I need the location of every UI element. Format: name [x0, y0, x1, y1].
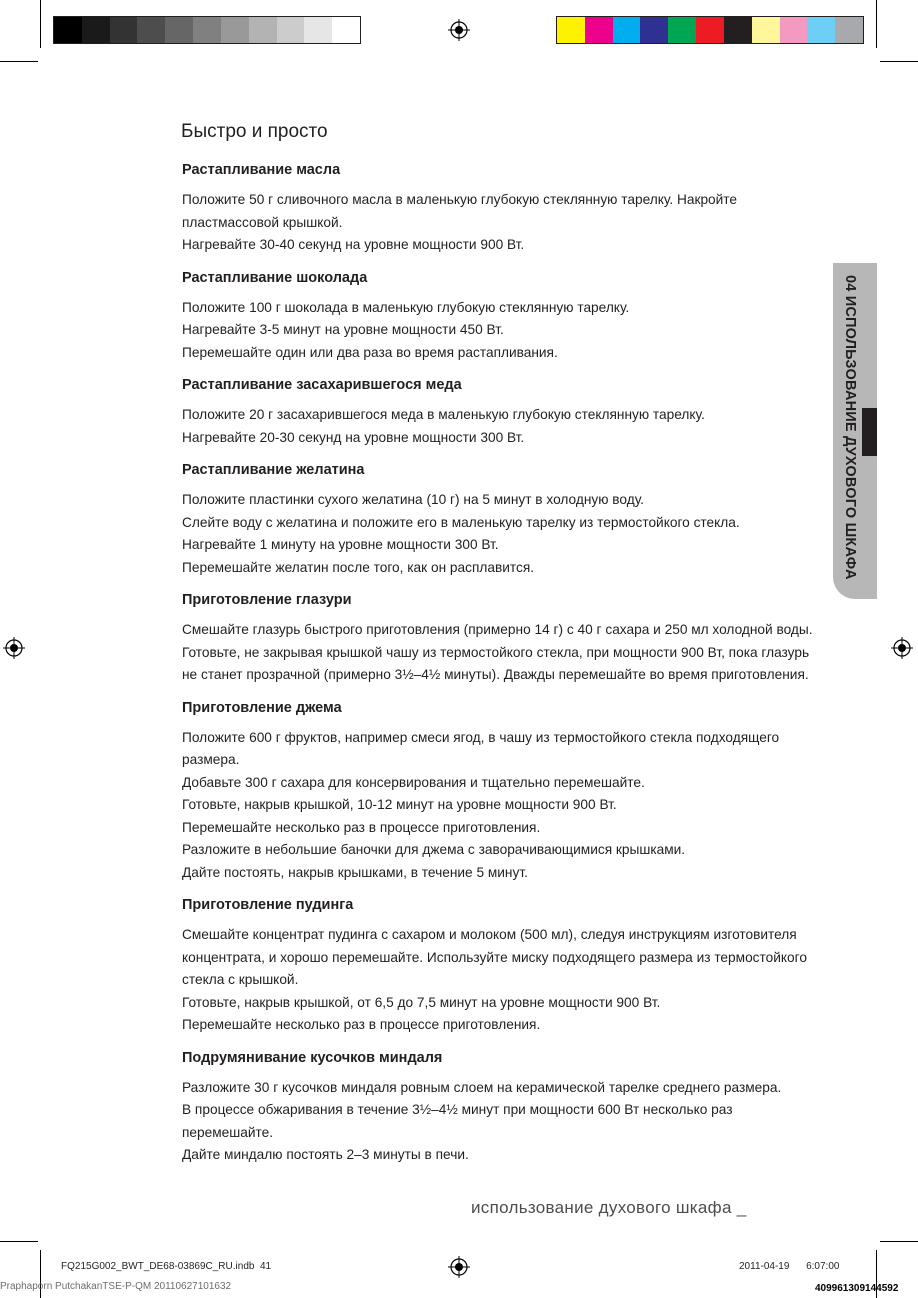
recipe-section — [182, 460, 822, 579]
gray-swatch — [110, 17, 138, 43]
section-heading: Приготовление глазури — [182, 592, 352, 608]
crop-mark — [0, 61, 38, 62]
instruction-line: Нагревайте 30-40 секунд на уровне мощности 900 Вт. — [182, 237, 525, 252]
registration-mark-icon — [3, 637, 25, 659]
instruction-line: Слейте воду с желатина и положите его в маленькую тарелку из термостойкого стекла. — [182, 514, 740, 530]
instruction-line: Положите пластинки сухого желатина (10 г) на 5 минут в холодную воду. — [182, 492, 644, 507]
instruction-line: Добавьте 300 г сахара для консервирования и тщательно перемешайте. — [182, 774, 645, 790]
recipe-section — [182, 698, 822, 885]
gray-swatch — [137, 17, 165, 43]
gray-swatch — [54, 17, 82, 43]
color-swatch — [835, 17, 863, 43]
recipe-section — [182, 895, 822, 1037]
document-body — [182, 160, 822, 1178]
page-title: Быстро и просто — [181, 121, 328, 142]
instruction-line: Перемешайте желатин после того, как он расплавится. — [182, 559, 535, 575]
crop-mark — [880, 1241, 918, 1242]
slug-code: 409961309144592 — [815, 1283, 899, 1294]
instruction-line: Смешайте глазурь быстрого приготовления (примерно 14 г) с 40 г сахара и 250 мл холодной воды. — [182, 622, 813, 637]
slug-datetime — [739, 1261, 839, 1272]
color-swatch — [780, 17, 808, 43]
section-heading: Растапливание желатина — [182, 462, 365, 478]
registration-mark-icon — [448, 1256, 470, 1278]
recipe-section — [182, 268, 822, 365]
gray-swatch — [277, 17, 305, 43]
color-swatch — [752, 17, 780, 43]
slug-time: 6:07:00 — [806, 1261, 840, 1272]
color-swatch — [557, 17, 585, 43]
instruction-line: Перемешайте один или два раза во время растапливания. — [182, 344, 558, 360]
recipe-section — [182, 1048, 822, 1167]
instruction-line: Нагревайте 3-5 минут на уровне мощности 450 Вт. — [182, 322, 504, 337]
color-swatch — [696, 17, 724, 43]
section-heading: Приготовление джема — [182, 699, 342, 716]
color-swatch — [585, 17, 613, 43]
section-heading: Растапливание засахарившегося меда — [182, 377, 462, 393]
color-swatch — [724, 17, 752, 43]
chapter-tab-label: 04 ИСПОЛЬЗОВАНИЕ ДУХОВОГО ШКАФА — [842, 275, 858, 580]
recipe-section — [182, 160, 822, 257]
instruction-line: Положите 20 г засахарившегося меда в маленькую глубокую стеклянную тарелку. — [182, 407, 705, 422]
recipe-section — [182, 375, 822, 449]
chapter-tab-marker — [862, 408, 877, 456]
slug-page: 41 — [260, 1261, 272, 1272]
gray-swatch — [221, 17, 249, 43]
section-heading: Растапливание шоколада — [182, 269, 368, 286]
gray-swatch — [82, 17, 110, 43]
instruction-line: Дайте миндалю постоять 2–3 минуты в печи. — [182, 1147, 469, 1162]
slug-file — [61, 1261, 271, 1272]
color-calibration-bar — [556, 16, 864, 44]
instruction-line: Перемешайте несколько раз в процессе приготовления. — [182, 1017, 541, 1032]
registration-mark-icon — [891, 637, 913, 659]
gray-swatch — [193, 17, 221, 43]
color-swatch — [613, 17, 641, 43]
gray-swatch — [165, 17, 193, 43]
instruction-line: В процессе обжаривания в течение 3½–4½ минут при мощности 600 Вт несколько раз перемешайте. — [182, 1102, 733, 1140]
color-swatch — [668, 17, 696, 43]
color-swatch — [807, 17, 835, 43]
registration-mark-icon — [448, 19, 470, 41]
slug-operator: Praphaporn PutchakanTSE-P-QM 20110627101632 — [0, 1281, 232, 1292]
instruction-line: Положите 100 г шоколада в маленькую глубокую стеклянную тарелку. — [182, 299, 630, 315]
instruction-line: Дайте постоять, накрыв крышками, в течение 5 минут. — [182, 864, 528, 880]
gray-swatch — [332, 17, 360, 43]
gray-swatch — [249, 17, 277, 43]
instruction-line: Готовьте, накрыв крышкой, от 6,5 до 7,5 минут на уровне мощности 900 Вт. — [182, 994, 661, 1010]
instruction-line: Готовьте, не закрывая крышкой чашу из термостойкого стекла, при мощности 900 Вт, пока глазурь не станет прозрачной (примерно 3½–4½ минуты). Дважды перемешайте во время приготовления. — [182, 644, 810, 682]
instruction-line: Положите 600 г фруктов, например смеси ягод, в чашу из термостойкого стекла подходящего размера. — [182, 729, 780, 767]
instruction-line: Разложите 30 г кусочков миндаля ровным слоем на керамической тарелке среднего размера. — [182, 1079, 782, 1095]
section-heading: Растапливание масла — [182, 162, 341, 178]
instruction-line: Перемешайте несколько раз в процессе приготовления. — [182, 819, 541, 835]
instruction-line: Нагревайте 20-30 секунд на уровне мощности 300 Вт. — [182, 429, 525, 445]
recipe-section — [182, 590, 822, 687]
instruction-line: Готовьте, накрыв крышкой, 10-12 минут на уровне мощности 900 Вт. — [182, 797, 617, 812]
instruction-line: Разложите в небольшие баночки для джема с заворачивающимися крышками. — [182, 842, 686, 857]
color-swatch — [640, 17, 668, 43]
footer-title: использование духового шкафа _ — [471, 1198, 747, 1217]
crop-mark — [0, 1241, 38, 1242]
instruction-line: Смешайте концентрат пудинга с сахаром и молоком (500 мл), следуя инструкциям изготовителя концентрата, и хорошо перемешайте. Используйте миску подходящего размера из термостойкого стекла с крышкой. — [182, 927, 807, 987]
crop-mark — [876, 0, 877, 48]
crop-mark — [880, 61, 918, 62]
section-heading: Приготовление пудинга — [182, 897, 354, 913]
grayscale-calibration-bar — [53, 16, 361, 44]
slug-filename: FQ215G002_BWT_DE68-03869C_RU.indb — [61, 1261, 255, 1272]
crop-mark — [40, 0, 41, 48]
instruction-line: Положите 50 г сливочного масла в маленькую глубокую стеклянную тарелку. Накройте пластмассовой крышкой. — [182, 192, 738, 230]
section-heading: Подрумянивание кусочков миндаля — [182, 1049, 443, 1066]
slug-date: 2011-04-19 — [739, 1261, 790, 1272]
instruction-line: Нагревайте 1 минуту на уровне мощности 300 Вт. — [182, 537, 499, 552]
gray-swatch — [304, 17, 332, 43]
